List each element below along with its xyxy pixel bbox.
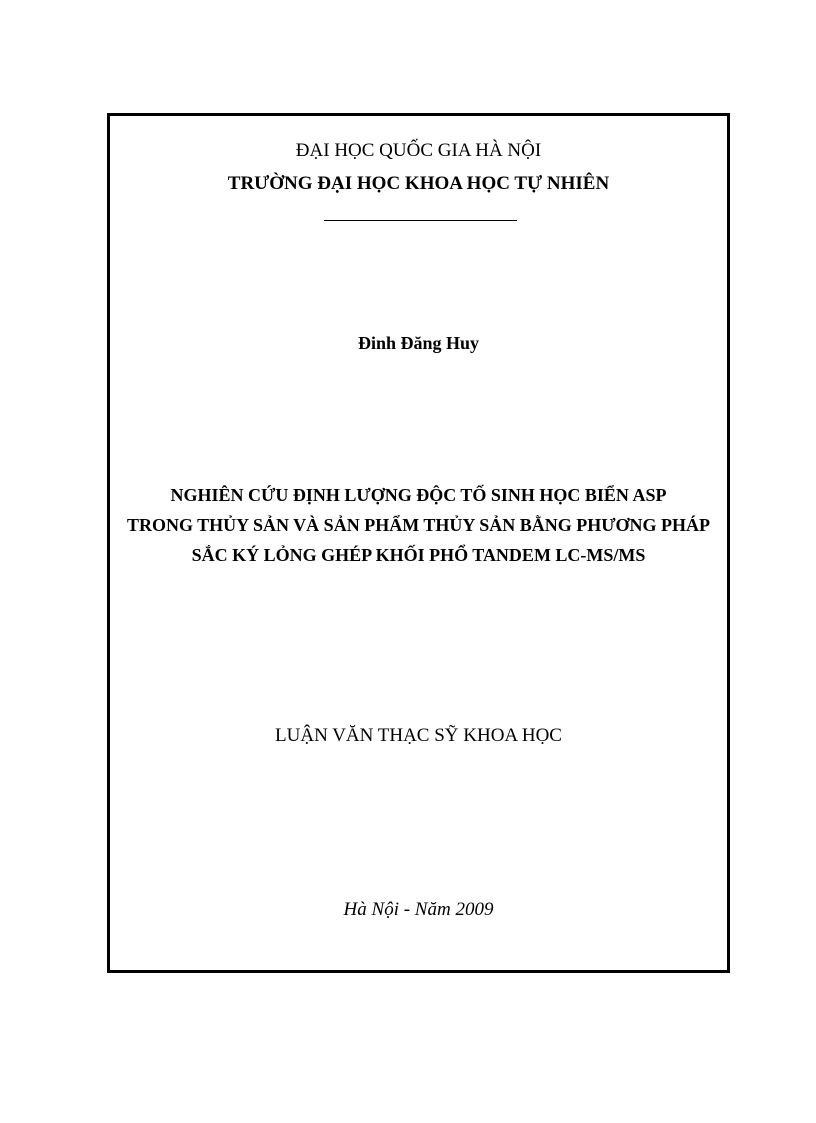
thesis-title [110,480,727,570]
author-name: Đinh Đăng Huy [357,333,480,353]
thesis-title-line-3: SẮC KÝ LỎNG GHÉP KHỐI PHỔ TANDEM LC-MS/MS [191,545,646,565]
thesis-title-line-2: TRONG THỦY SẢN VÀ SẢN PHẨM THỦY SẢN BẰNG PHƯƠNG PHÁP [126,515,711,535]
university-name: ĐẠI HỌC QUỐC GIA HÀ NỘI [295,140,542,161]
degree-type: LUẬN VĂN THẠC SỸ KHOA HỌC [275,725,562,746]
place-and-year: Hà Nội - Năm 2009 [343,899,494,920]
faculty-name: TRƯỜNG ĐẠI HỌC KHOA HỌC TỰ NHIÊN [227,173,610,194]
thesis-title-line-1: NGHIÊN CỨU ĐỊNH LƯỢNG ĐỘC TỐ SINH HỌC BIỂN ASP [170,485,667,505]
cover-page-frame [107,113,730,973]
divider-line [324,220,517,221]
